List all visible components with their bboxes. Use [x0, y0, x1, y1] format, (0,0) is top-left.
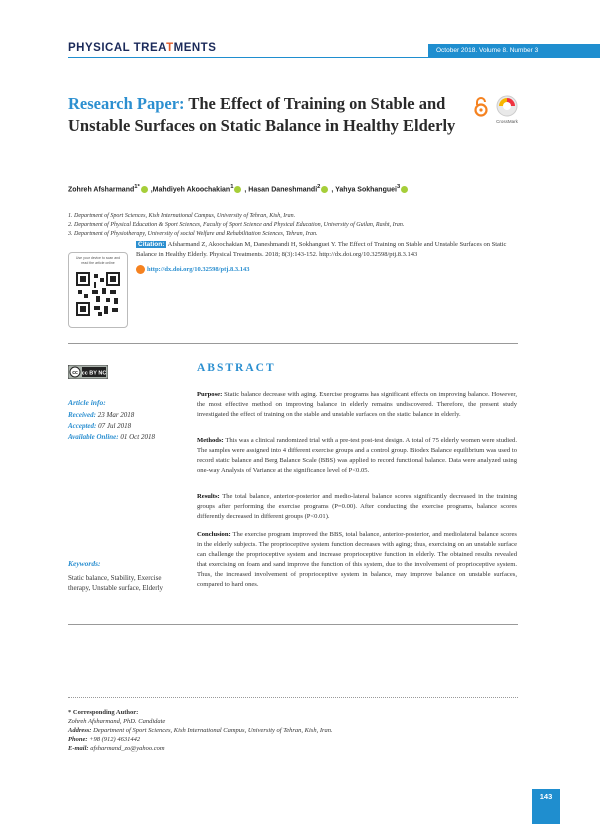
affiliation-item: 1. Department of Sport Sciences, Kish International Campus, University of Tehran, Kish, Iran. — [68, 213, 296, 219]
affiliation-item: 3. Department of Physiotherapy, University of social Welfare and Rehabilitation Sciences, Tehran, Iran. — [68, 231, 318, 237]
page-number: 143 — [532, 789, 560, 804]
section-divider — [68, 624, 518, 625]
footnote-divider — [68, 697, 518, 698]
orcid-icon[interactable] — [401, 186, 408, 193]
abstract-heading: ABSTRACT — [197, 362, 276, 374]
corresponding-author: * Corresponding Author: Zohreh Afsharmand, PhD. Candidate Address: Department of Sport Sciences, Kish International Campus, University of Tehran, Kish, Iran. Phone: +98 (912) 4631442 E-mail: afsharmand_zo@yahoo.com — [68, 709, 333, 752]
accepted-date: Accepted: 07 Jul 2018 — [68, 422, 132, 430]
affiliation-item: 2. Department of Physical Education & Sport Sciences, Faculty of Sport Science and Physical Education, University of Guilan, Rasht, Iran. — [68, 222, 405, 228]
license-label: cc BY NC — [81, 370, 107, 377]
doi-icon — [136, 265, 145, 274]
crossmark-icon[interactable] — [494, 95, 520, 125]
orcid-icon[interactable] — [234, 186, 241, 193]
article-info-heading: Article info: — [68, 398, 106, 407]
creative-commons-icon[interactable] — [68, 365, 108, 379]
qr-caption: Use your device to scan and read the article online — [75, 256, 121, 265]
keywords-list: Static balance, Stability, Exercise therapy, Unstable surface, Elderly — [68, 574, 163, 592]
abstract-results: Results: The total balance, anterior-posterior and medio-lateral balance scores significantly decreased in the training groups after performing the exercise programs (P=0.00). After conducting the exercise programs, balance scores differently decreased in different groups (P<0.01). — [197, 493, 517, 520]
received-date: Received: 23 Mar 2018 — [68, 411, 135, 419]
abstract-conclusion: Conclusion: The exercise program improved the BBS, total balance, anterior-posterior, and mediolateral balance scores in the elderly subjects. The proprioceptive system function decreases with aging; thus, exercising on an unstable surface can challenge the proprioceptive system and increase proprioceptive function in elderly. The obtained results revealed that exercising on foam and sand improve the function of this system, due to the involvement of proprioceptive system. Thus, the increased involvement of proprioceptive system in balance, may improve balance on unstable surfaces, compared to hard ones. — [197, 531, 517, 588]
abstract-purpose: Purpose: Static balance decrease with aging. Exercise programs has significant effects on improving balance. However, the most effective method on improving balance in elderly remains undiscovered. Therefore, the present study investigated the effect of training on the stable and unstable surfaces on the static balance in elderly. — [197, 391, 517, 418]
crossmark-label: CrossMark — [496, 119, 518, 124]
doi-link[interactable]: http://dx.doi.org/10.32598/ptj.8.3.143 — [136, 265, 250, 274]
journal-brand: PHYSICAL TREATMENTS — [68, 42, 217, 54]
issue-banner: October 2018. Volume 8. Number 3 — [428, 44, 600, 57]
affiliations — [68, 212, 538, 239]
qr-code-icon[interactable] — [76, 272, 120, 316]
header-divider — [68, 57, 600, 58]
abstract-methods: Methods: This was a clinical randomized trial with a pre-test post-test design. A total of 75 elderly women were studied. The samples were assigned into 4 different exercise groups and a control group. Biodex Balance equilibrium was used to record static balance and Berg Balance Scale (BBS) was applied to record functional balance. Data were analyzed using one-way Analysis of Variance at the significance level of P<0.05. — [197, 437, 517, 474]
email-link[interactable]: afsharmand_zo@yahoo.com — [88, 745, 165, 752]
online-date: Available Online: 01 Oct 2018 — [68, 433, 155, 441]
keywords-heading: Keywords: — [68, 559, 101, 568]
orcid-icon[interactable] — [141, 186, 148, 193]
orcid-icon[interactable] — [321, 186, 328, 193]
paper-title: Research Paper: The Effect of Training on Stable and Unstable Surfaces on Static Balance in Healthy Elderly — [68, 94, 456, 135]
citation: Citation: Afsharmand Z, Akoochakian M, Daneshmandi H, Sokhanguei Y. The Effect of Training on Stable and Unstable Surfaces on Static Balance in Healthy Elderly. Physical Treatments. 2018; 8(3):143-152. http://dx.doi.org/10.32598/ptj.8.3.143 — [136, 241, 507, 258]
open-access-icon — [474, 97, 488, 117]
author-list: Zohreh Afsharmand$^{1*}$ ,Mahdiyeh Akoochakian$^1$ , Hasan Daneshmandi$^2$ , Yahya Sokhanguei$^3$ — [68, 184, 528, 193]
section-divider — [68, 343, 518, 344]
svg-text:cc: cc — [72, 370, 78, 376]
